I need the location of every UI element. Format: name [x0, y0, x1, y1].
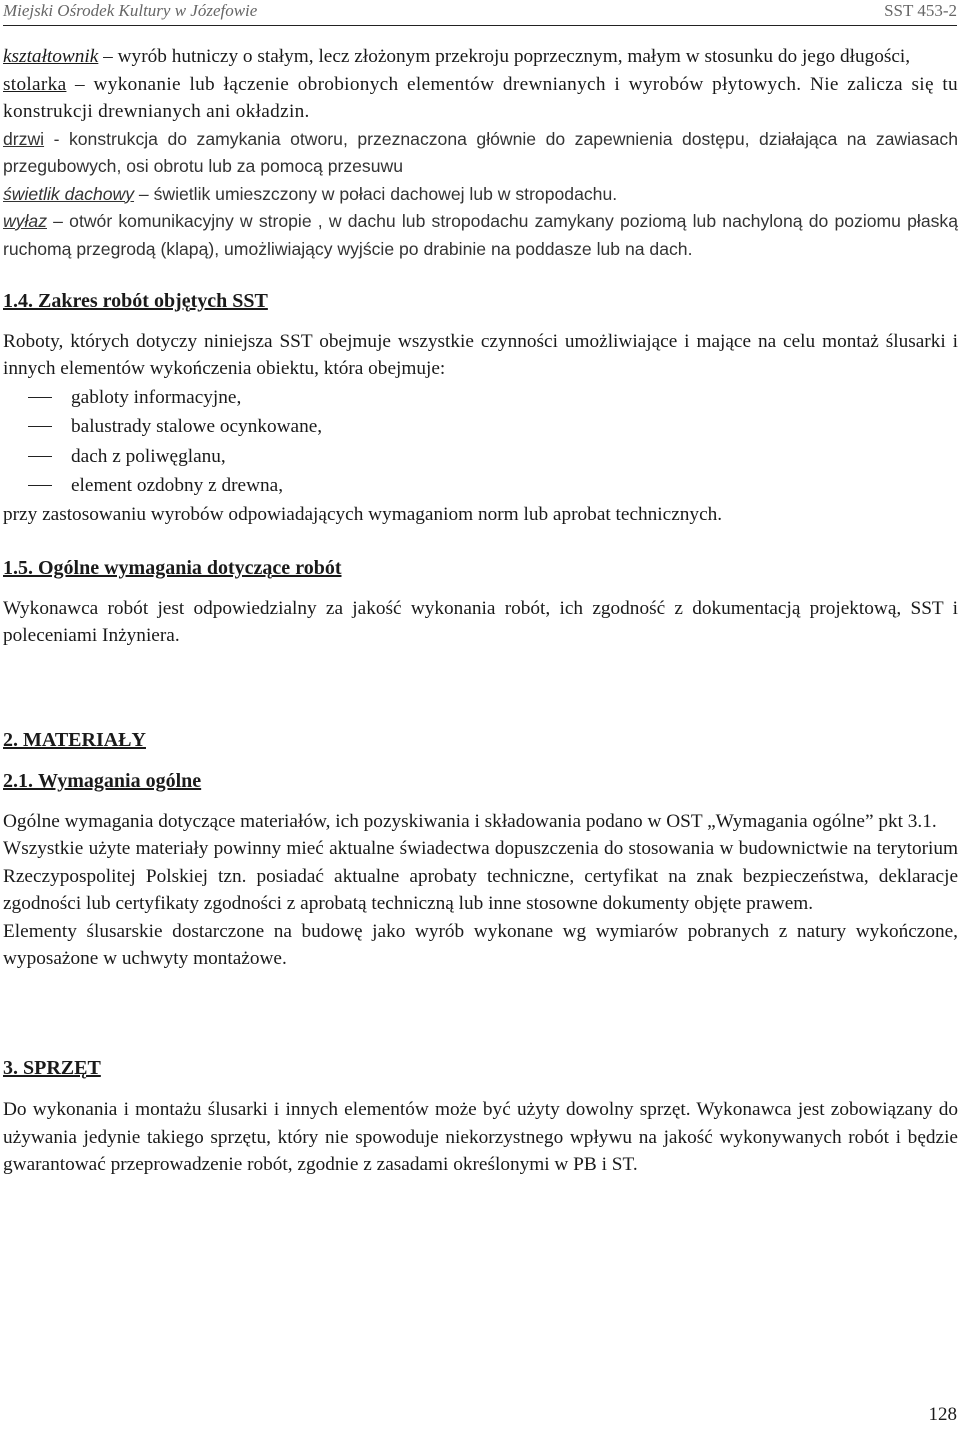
definition-drzwi: drzwi - konstrukcja do zamykania otworu, przeznaczona głównie do zapewnienia dostępu, działająca na zawiasach przegubowych, osi obrotu lub za pomocą przesuwu	[3, 128, 958, 176]
section-2-heading: 2. MATERIAŁY	[3, 728, 146, 751]
definition-swietlik: świetlik dachowy – świetlik umieszczony w połaci dachowej lub w stropodachu.	[3, 183, 618, 204]
section-1-5-text: Wykonawca robót jest odpowiedzialny za jakość wykonania robót, ich zgodność z dokumentacją projektową, SST i poleceniami Inżyniera.	[3, 597, 958, 646]
scope-list	[3, 383, 958, 501]
section-2-1-p2: Wszystkie użyte materiały powinny mieć aktualne świadectwa dopuszczenia do stosowania w budownictwie na terytorium Rzeczypospolitej Polskiej tzn. posiadać aktualne aprobaty techniczne, certyfikat na znak bezpieczeństwa, deklaracje zgodności lub certyfikaty zgodności z aprobatą techniczną lub inne stosowne dokumenty objęte prawem.	[3, 838, 958, 914]
definition-wylaz: wyłaz – otwór komunikacyjny w stropie , w dachu lub stropodachu zamykany poziomą lub nachyloną do poziomu płaską ruchomą przegrodą (klapą), umożliwiający wyjście po drabinie na poddasze lub na dach.	[3, 211, 958, 259]
list-item: dach z poliwęglanu,	[3, 442, 958, 472]
dash-bullet	[28, 485, 52, 486]
section-1-4-outro: przy zastosowaniu wyrobów odpowiadających wymaganiom norm lub aprobat technicznych.	[3, 503, 723, 525]
definition-ksztaltownik: kształtownik – wyrób hutniczy o stałym, lecz złożonym przekroju poprzecznym, małym w stosunku do jego długości,	[3, 46, 911, 67]
header-institution: Miejski Ośrodek Kultury w Józefowie	[3, 1, 258, 20]
page-header	[3, 0, 957, 26]
document-body	[3, 40, 958, 1179]
dash-bullet	[28, 397, 52, 398]
section-1-5-heading: 1.5. Ogólne wymagania dotyczące robót	[3, 557, 342, 579]
section-2-1-heading: 2.1. Wymagania ogólne	[3, 770, 202, 792]
page-number: 128	[928, 1404, 957, 1425]
section-2-1-p3: Elementy ślusarskie dostarczone na budowę jako wyrób wykonane wg wymiarów pobranych z natury wykończone, wyposażone w uchwyty montażowe.	[3, 920, 958, 969]
term-drzwi: drzwi	[3, 128, 45, 149]
term-wylaz: wyłaz	[3, 211, 47, 231]
header-doc-code: SST 453-2	[884, 1, 957, 20]
term-swietlik: świetlik dachowy	[3, 183, 135, 204]
dash-bullet	[28, 456, 52, 457]
definition-stolarka: stolarka – wykonanie lub łączenie obrobionych elementów drewnianych i wyrobów płytowych. Nie zalicza się tu konstrukcji drewnianych ani okładzin.	[3, 73, 958, 122]
term-ksztaltownik: kształtownik	[3, 46, 99, 67]
section-3-text: Do wykonania i montażu ślusarki i innych elementów może być użyty dowolny sprzęt. Wykonawca jest zobowiązany do używania jedynie takiego sprzętu, który nie spowoduje niekorzystnego wpływu na jakość wykonywanych robót i będzie gwarantować przeprowadzenie robót, zgodnie z zasadami określonymi w PB i ST.	[3, 1099, 958, 1175]
term-stolarka: stolarka	[3, 73, 67, 95]
list-item: element ozdobny z drewna,	[3, 471, 958, 501]
section-2-1-p1: Ogólne wymagania dotyczące materiałów, ich pozyskiwania i składowania podano w OST „Wymagania ogólne” pkt 3.1.	[3, 810, 937, 832]
section-1-4-intro: Roboty, których dotyczy niniejsza SST obejmuje wszystkie czynności umożliwiające i mające na celu montaż ślusarki i innych elementów wykończenia obiektu, która obejmuje:	[3, 330, 958, 379]
list-item: gabloty informacyjne,	[3, 383, 958, 413]
dash-bullet	[28, 426, 52, 427]
section-3-heading: 3. SPRZĘT	[3, 1056, 101, 1079]
section-1-4-heading: 1.4. Zakres robót objętych SST	[3, 290, 268, 312]
list-item: balustrady stalowe ocynkowane,	[3, 412, 958, 442]
